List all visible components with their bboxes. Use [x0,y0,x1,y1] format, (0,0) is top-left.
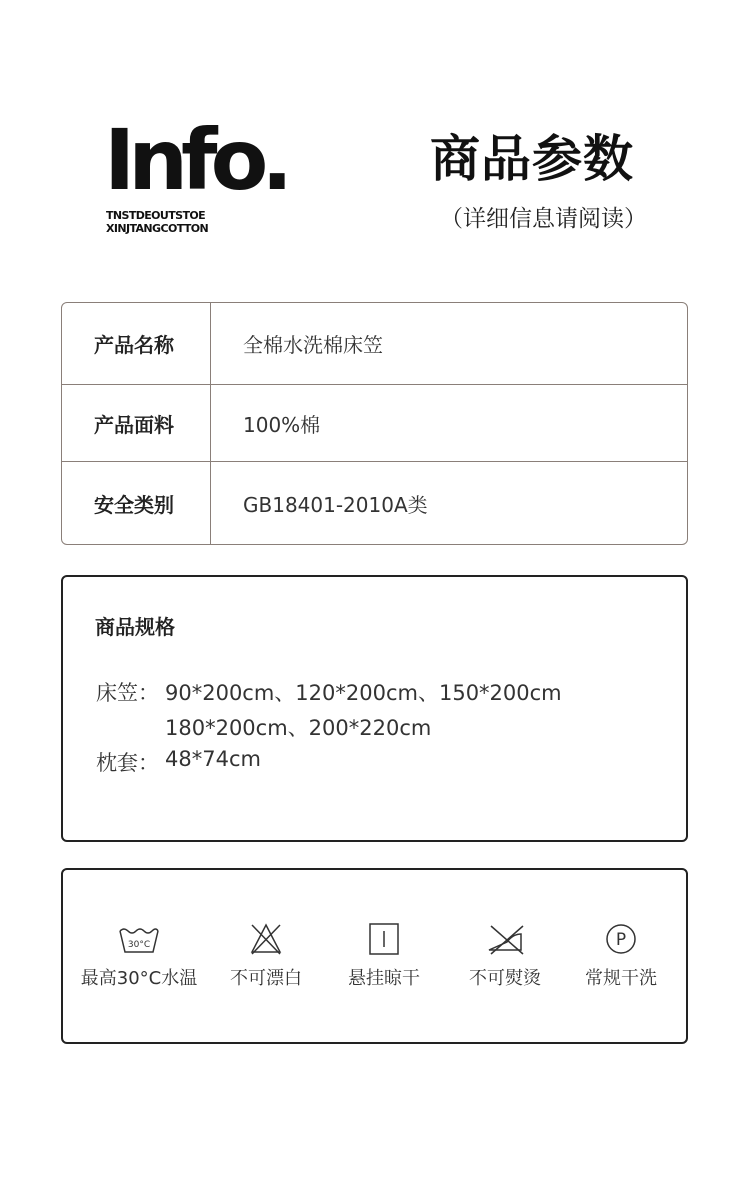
brand-logo: Info. [104,111,287,209]
param-label: 产品名称 [62,303,211,384]
dry-clean-p-icon [599,922,643,956]
care-box [61,868,688,1044]
params-row-name [62,303,687,385]
param-label: 产品面料 [62,385,211,461]
param-value: GB18401-2010A类 [243,492,428,517]
spec-title: 商品规格 [95,615,175,639]
care-item-no-iron [443,922,567,990]
spec-bed-label: 床笠： [96,681,159,705]
care-label: 不可漂白 [230,968,302,989]
care-item-dry-clean [559,922,683,990]
params-row-fabric [62,385,687,462]
no-iron-icon [483,922,527,956]
param-label: 安全类别 [62,462,211,544]
dry-clean-letter: P [615,930,627,950]
page-title: 商品参数 [430,130,634,188]
spec-box [61,575,688,842]
brand-tagline [106,209,208,235]
spec-bed-sizes-1: 90*200cm、120*200cm、150*200cm [165,681,562,705]
params-row-safety [62,462,687,544]
care-label: 最高30°C水温 [80,968,198,989]
care-item-hang-dry [322,922,446,990]
brand-tagline-line1: TNSTDEOUTSTOE [106,209,206,222]
page-subtitle: （详细信息请阅读） [440,206,647,232]
hang-dry-icon [362,922,406,956]
care-label: 常规干洗 [585,968,657,989]
spec-bed-sizes-2: 180*200cm、200*220cm [165,716,432,740]
care-item-wash [77,922,201,990]
params-table [61,302,688,545]
param-value: 全棉水洗棉床笠 [243,333,383,357]
wash-temp-text: 30°C [127,940,151,950]
care-label: 不可熨烫 [469,968,541,989]
wash-30-icon [117,922,161,956]
param-value: 100%棉 [243,412,321,437]
care-item-no-bleach [204,922,328,990]
spec-pillow-label: 枕套： [96,751,159,775]
no-bleach-icon [244,922,288,956]
care-label: 悬挂晾干 [348,968,420,989]
spec-pillow-size: 48*74cm [165,747,261,771]
brand-tagline-line2: XINJTANGCOTTON [106,222,209,235]
